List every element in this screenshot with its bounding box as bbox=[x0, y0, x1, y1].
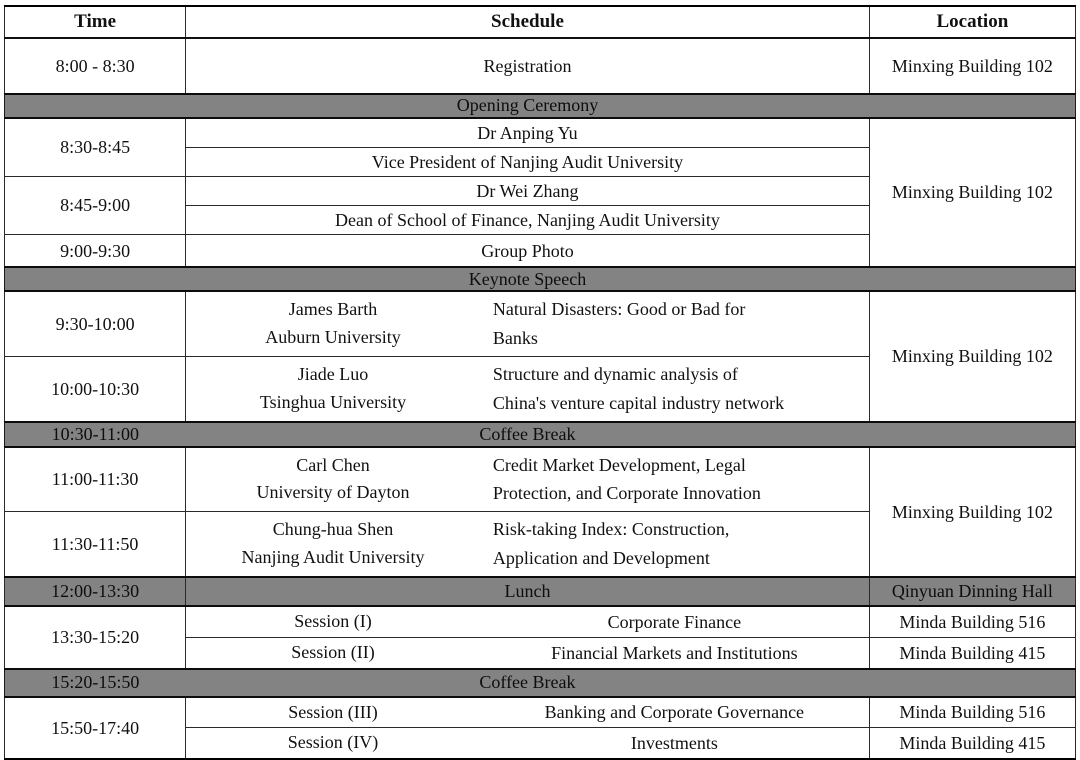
lunch-location-cell: Qinyuan Dinning Hall bbox=[869, 577, 1075, 606]
lunch-band-label: Lunch bbox=[186, 577, 870, 606]
opening-slot2-time-cell: 8:45-9:00 bbox=[5, 176, 186, 234]
coffee1-location-cell bbox=[869, 422, 1075, 447]
opening-band-label: Opening Ceremony bbox=[186, 94, 870, 118]
group-photo-time-cell: 9:00-9:30 bbox=[5, 234, 186, 267]
speaker-affiliation: Auburn University bbox=[265, 327, 401, 348]
talk-title-line2: China's venture capital industry network bbox=[492, 392, 785, 413]
talk3-time-cell: 11:00-11:30 bbox=[5, 447, 186, 512]
keynote1-title-cell bbox=[480, 291, 869, 356]
row-talk-carl-chen bbox=[5, 447, 1076, 512]
opening-slot2-speaker-cell: Dr Wei Zhang bbox=[186, 176, 870, 205]
registration-event-cell: Registration bbox=[186, 38, 870, 94]
session2-topic-cell: Financial Markets and Institutions bbox=[480, 637, 869, 668]
coffee2-time-cell: 15:20-15:50 bbox=[5, 669, 186, 697]
session4-topic-cell: Investments bbox=[480, 728, 869, 759]
coffee1-time-cell: 10:30-11:00 bbox=[5, 422, 186, 447]
session2-location-cell: Minda Building 415 bbox=[869, 637, 1075, 668]
coffee2-band-label: Coffee Break bbox=[186, 669, 870, 697]
afternoon2-time-cell: 15:50-17:40 bbox=[5, 697, 186, 760]
registration-time-cell: 8:00 - 8:30 bbox=[5, 38, 186, 94]
section-band-lunch bbox=[5, 577, 1076, 606]
speaker-affiliation: University of Dayton bbox=[256, 482, 410, 503]
opening-slot2-title-cell: Dean of School of Finance, Nanjing Audit University bbox=[186, 205, 870, 234]
conference-schedule-table bbox=[4, 5, 1076, 760]
speaker-name: Chung-hua Shen bbox=[272, 519, 394, 540]
col-header-schedule: Schedule bbox=[186, 6, 870, 38]
opening-slot1-speaker-cell: Dr Anping Yu bbox=[186, 118, 870, 148]
col-header-time: Time bbox=[5, 6, 186, 38]
opening-location-cell: Minxing Building 102 bbox=[869, 118, 1075, 268]
talk-title-line1: Structure and dynamic analysis of bbox=[492, 364, 738, 385]
talk-title-line1: Credit Market Development, Legal bbox=[492, 454, 746, 475]
coffee1-band-label: Coffee Break bbox=[186, 422, 870, 447]
speaker-affiliation: Tsinghua University bbox=[259, 391, 407, 412]
row-session-3 bbox=[5, 697, 1076, 728]
keynote2-time-cell: 10:00-10:30 bbox=[5, 357, 186, 422]
session1-topic-cell: Corporate Finance bbox=[480, 606, 869, 637]
talk-title-line2: Protection, and Corporate Innovation bbox=[492, 483, 761, 504]
section-band-coffee-break-2 bbox=[5, 669, 1076, 697]
talk-title-line1: Risk-taking Index: Construction, bbox=[492, 519, 730, 540]
speaker-name: Carl Chen bbox=[296, 454, 370, 475]
speaker-affiliation: Nanjing Audit University bbox=[241, 547, 425, 567]
talk4-time-cell: 11:30-11:50 bbox=[5, 512, 186, 577]
keynote1-time-cell: 9:30-10:00 bbox=[5, 291, 186, 356]
talk-title-line1: Natural Disasters: Good or Bad for bbox=[492, 299, 746, 320]
speaker-name: James Barth bbox=[288, 299, 378, 320]
section-band-coffee-break-1 bbox=[5, 422, 1076, 447]
keynote-band-label: Keynote Speech bbox=[186, 267, 870, 291]
keynote2-speaker-cell bbox=[186, 357, 480, 422]
registration-location-cell: Minxing Building 102 bbox=[869, 38, 1075, 94]
lunch-time-cell: 12:00-13:30 bbox=[5, 577, 186, 606]
talk-title-line2: Application and Development bbox=[492, 548, 710, 568]
speaker-name: Jiade Luo bbox=[297, 363, 369, 384]
talk3-speaker-cell bbox=[186, 447, 480, 512]
opening-band-time-cell bbox=[5, 94, 186, 118]
col-header-location: Location bbox=[869, 6, 1075, 38]
talk-title-line2: Banks bbox=[492, 328, 538, 349]
talk3-title-cell bbox=[480, 447, 869, 512]
group-photo-event-cell: Group Photo bbox=[186, 234, 870, 267]
session3-name-cell: Session (III) bbox=[186, 697, 480, 728]
afternoon1-time-cell: 13:30-15:20 bbox=[5, 606, 186, 669]
row-opening-slot1a bbox=[5, 118, 1076, 148]
session2-name-cell: Session (II) bbox=[186, 637, 480, 668]
session3-location-cell: Minda Building 516 bbox=[869, 697, 1075, 728]
session1-name-cell: Session (I) bbox=[186, 606, 480, 637]
row-registration bbox=[5, 38, 1076, 94]
section-band-keynote-speech bbox=[5, 267, 1076, 291]
session4-name-cell: Session (IV) bbox=[186, 728, 480, 759]
talk4-title-cell bbox=[480, 512, 869, 577]
coffee2-location-cell bbox=[869, 669, 1075, 697]
session4-location-cell: Minda Building 415 bbox=[869, 728, 1075, 759]
keynote-band-location-cell bbox=[869, 267, 1075, 291]
keynote-location-cell: Minxing Building 102 bbox=[869, 291, 1075, 421]
talk4-speaker-cell bbox=[186, 512, 480, 577]
keynote2-title-cell bbox=[480, 357, 869, 422]
opening-band-location-cell bbox=[869, 94, 1075, 118]
opening-slot1-title-cell: Vice President of Nanjing Audit University bbox=[186, 147, 870, 176]
opening-slot1-time-cell: 8:30-8:45 bbox=[5, 118, 186, 177]
keynote1-speaker-cell bbox=[186, 291, 480, 356]
late-morning-location-cell: Minxing Building 102 bbox=[869, 447, 1075, 577]
session3-topic-cell: Banking and Corporate Governance bbox=[480, 697, 869, 728]
keynote-band-time-cell bbox=[5, 267, 186, 291]
session1-location-cell: Minda Building 516 bbox=[869, 606, 1075, 637]
section-band-opening-ceremony bbox=[5, 94, 1076, 118]
header-row bbox=[5, 6, 1076, 38]
row-keynote-talk1 bbox=[5, 291, 1076, 356]
row-session-1 bbox=[5, 606, 1076, 637]
